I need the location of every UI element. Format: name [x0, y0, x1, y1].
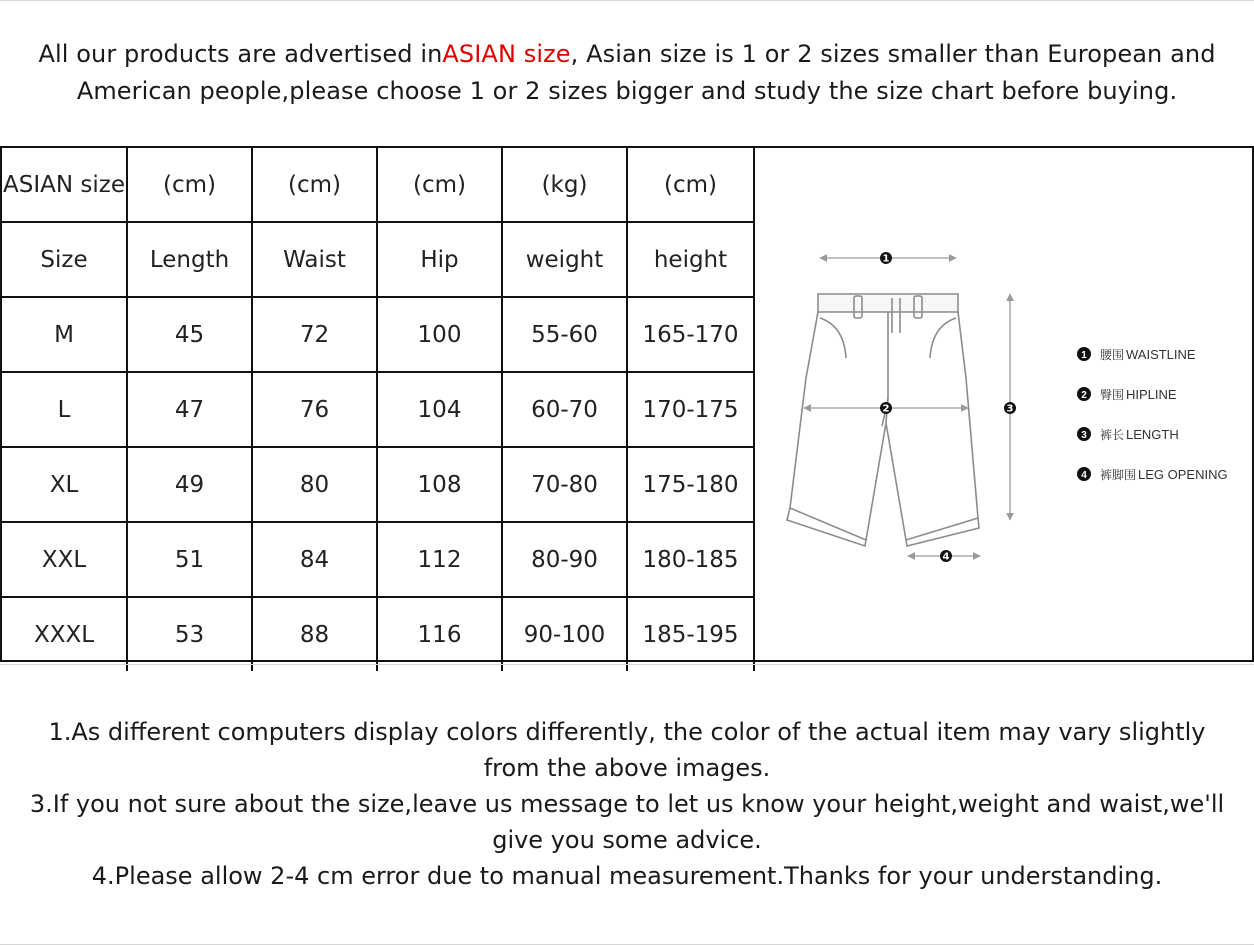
- legend-num: 1: [1081, 350, 1087, 361]
- table-cell: weight: [502, 222, 627, 297]
- table-cell: 175-180: [627, 447, 754, 522]
- legend-cn: 裤脚围: [1100, 468, 1137, 482]
- table-cell: XL: [2, 447, 127, 522]
- header-row: [2, 222, 754, 297]
- shorts-diagram: [754, 148, 1252, 660]
- table-row: [2, 372, 754, 447]
- notice-text: , Asian size is 1 or 2 sizes smaller than European and: [570, 40, 1216, 68]
- notes-section: [0, 714, 1254, 894]
- table-cell: 70-80: [502, 447, 627, 522]
- table-cell: 90-100: [502, 597, 627, 671]
- table-cell: 60-70: [502, 372, 627, 447]
- section-divider: [0, 664, 1254, 665]
- shorts-outline: [787, 294, 979, 546]
- legend-item-leg-opening: [1077, 467, 1228, 482]
- legend-cn: 裤长: [1100, 428, 1125, 442]
- table-cell: height: [627, 222, 754, 297]
- table-row: [2, 522, 754, 597]
- note-line: 1.As different computers display colors differently, the color of the actual item may vary slightly: [48, 718, 1206, 746]
- table-cell: 170-175: [627, 372, 754, 447]
- legend-cn: 臀围: [1100, 388, 1125, 402]
- note-line: from the above images.: [483, 754, 771, 782]
- legend-en: LENGTH: [1126, 427, 1179, 442]
- notice-text: All our products are advertised in: [38, 40, 443, 68]
- table-row: [2, 597, 754, 671]
- table-cell: 51: [127, 522, 252, 597]
- legend-item-waistline: [1077, 347, 1196, 362]
- note-line: give you some advice.: [492, 826, 762, 854]
- table-cell: 72: [252, 297, 377, 372]
- table-cell: XXXL: [2, 597, 127, 671]
- table-cell: Waist: [252, 222, 377, 297]
- table-cell: 165-170: [627, 297, 754, 372]
- table-cell: (cm): [627, 148, 754, 222]
- table-cell: (cm): [252, 148, 377, 222]
- legend-en: LEG OPENING: [1138, 467, 1228, 482]
- table-cell: (cm): [377, 148, 502, 222]
- table-cell: 108: [377, 447, 502, 522]
- table-cell: (cm): [127, 148, 252, 222]
- diagram-legend: [1077, 347, 1228, 482]
- legend-cn: 腰围: [1100, 348, 1125, 362]
- table-cell: ASIAN size: [2, 148, 127, 222]
- legend-num: 4: [1081, 470, 1087, 481]
- table-cell: Size: [2, 222, 127, 297]
- table-cell: 185-195: [627, 597, 754, 671]
- table-row: [2, 447, 754, 522]
- marker-3: [1004, 402, 1016, 415]
- table-cell: Hip: [377, 222, 502, 297]
- table-cell: 47: [127, 372, 252, 447]
- legend-item-hipline: [1077, 387, 1177, 402]
- marker-3-label: 3: [1006, 403, 1014, 415]
- table-cell: 45: [127, 297, 252, 372]
- table-cell: 80-90: [502, 522, 627, 597]
- table-cell: 112: [377, 522, 502, 597]
- marker-2: [880, 402, 892, 415]
- table-cell: 88: [252, 597, 377, 671]
- size-notice-line-2: American people,please choose 1 or 2 sizes bigger and study the size chart before buying.: [76, 77, 1178, 105]
- legend-item-length: [1077, 427, 1179, 442]
- table-cell: 116: [377, 597, 502, 671]
- top-divider: [0, 0, 1254, 1]
- table-cell: (kg): [502, 148, 627, 222]
- table-cell: 55-60: [502, 297, 627, 372]
- table-cell: L: [2, 372, 127, 447]
- table-cell: 84: [252, 522, 377, 597]
- marker-4-label: 4: [942, 551, 950, 563]
- marker-1-label: 1: [882, 253, 890, 265]
- legend-en: WAISTLINE: [1126, 347, 1196, 362]
- legend-num: 2: [1081, 390, 1087, 401]
- size-table: [2, 148, 755, 671]
- legend-en: HIPLINE: [1126, 387, 1177, 402]
- note-line: 4.Please allow 2-4 cm error due to manual measurement.Thanks for your understanding.: [91, 862, 1163, 890]
- table-row: [2, 297, 754, 372]
- unit-row: [2, 148, 754, 222]
- table-cell: XXL: [2, 522, 127, 597]
- size-chart: [0, 146, 1254, 662]
- marker-1: [880, 252, 892, 265]
- table-cell: 49: [127, 447, 252, 522]
- table-cell: 53: [127, 597, 252, 671]
- table-cell: Length: [127, 222, 252, 297]
- table-cell: 76: [252, 372, 377, 447]
- note-line: 3.If you not sure about the size,leave us message to let us know your height,weight and waist,we'll: [29, 790, 1225, 818]
- marker-2-label: 2: [882, 403, 890, 415]
- table-cell: 80: [252, 447, 377, 522]
- marker-4: [940, 550, 952, 563]
- size-notice-line-1: [0, 36, 1254, 73]
- table-cell: 104: [377, 372, 502, 447]
- legend-num: 3: [1081, 430, 1087, 441]
- table-cell: M: [2, 297, 127, 372]
- size-notice: [0, 36, 1254, 110]
- table-cell: 100: [377, 297, 502, 372]
- table-cell: 180-185: [627, 522, 754, 597]
- asian-size-highlight: ASIAN size: [442, 40, 571, 68]
